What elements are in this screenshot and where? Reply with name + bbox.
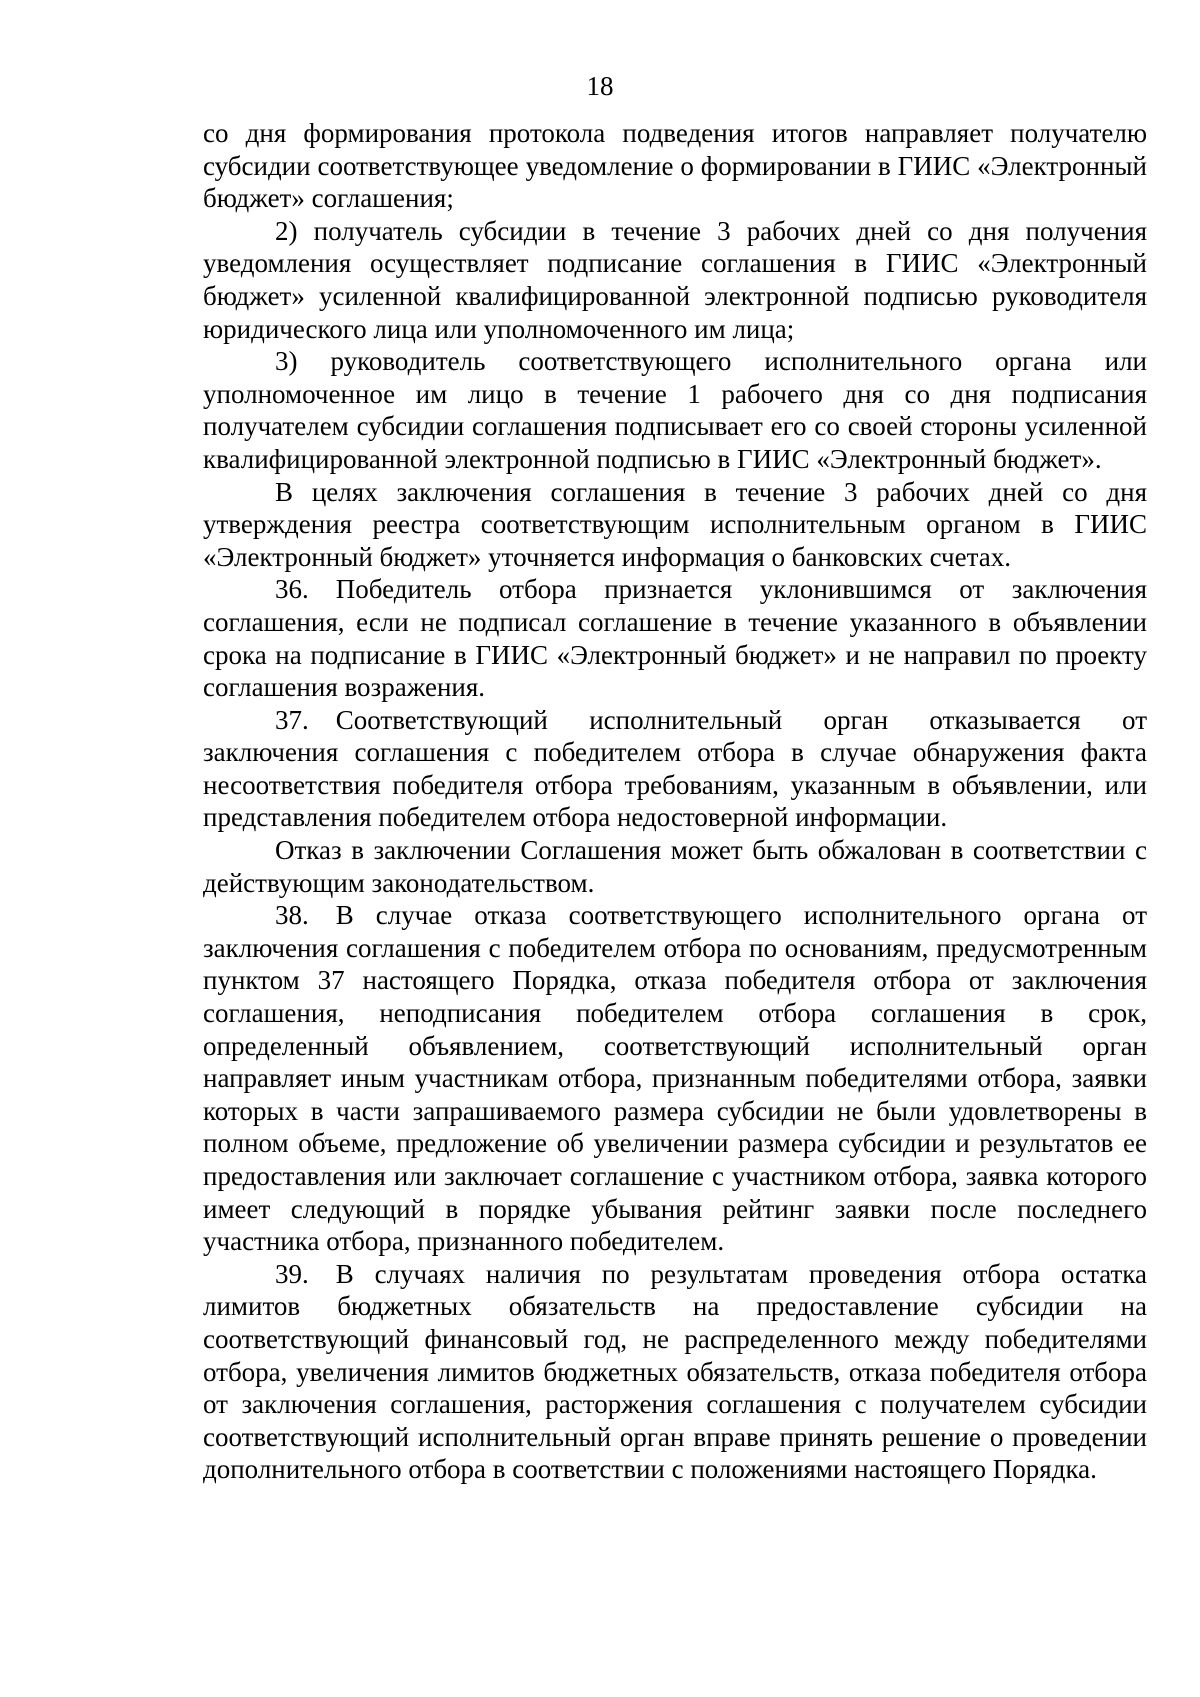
paragraph-clause-36: 36. Победитель отбора признается уклонившимся от заключения соглашения, если не подписал соглашение в течение указанного в объявлении срока на подписание в ГИИС «Электронный бюджет» и не направил по проекту соглашения возражения. <box>203 574 1147 703</box>
paragraph-refusal-appeal: Отказ в заключении Соглашения может быть обжалован в соответствии с действующим законодательством. <box>203 835 1147 898</box>
paragraph-item-3: 3) руководитель соответствующего исполнительного органа или уполномоченное им лицо в течение 1 рабочего дня со дня подписания получателем субсидии соглашения подписывает его со своей стороны усиленной квалифицированной электронной подписью в ГИИС «Электронный бюджет». <box>203 346 1147 474</box>
paragraph-clause-39: 39. В случаях наличия по результатам проведения отбора остатка лимитов бюджетных обязательств на предоставление субсидии на соответствующий финансовый год, не распределенного между победителями отбора, увеличения лимитов бюджетных обязательств, отказа победителя отбора от заключения соглашения, расторжения соглашения с получателем субсидии соответствующий исполнительный орган вправе принять решение о проведении дополнительного отбора в соответствии с положениями настоящего Порядка. <box>203 1258 1147 1485</box>
paragraph-bank-accounts: В целях заключения соглашения в течение 3 рабочих дней со дня утверждения реестра соответствующим исполнительным органом в ГИИС «Электронный бюджет» уточняется информация о банковских счетах. <box>203 476 1147 572</box>
paragraph-continuation: со дня формирования протокола подведения итогов направляет получателю субсидии соответствующее уведомление о формировании в ГИИС «Электронный бюджет» соглашения; <box>203 118 1147 214</box>
paragraph-clause-37: 37. Соответствующий исполнительный орган отказывается от заключения соглашения с победителем отбора в случае обнаружения факта несоответствия победителя отбора требованиям, указанным в объявлении, или представления победителем отбора недостоверной информации. <box>203 704 1147 833</box>
document-body <box>203 117 1147 1486</box>
paragraph-clause-38: 38. В случае отказа соответствующего исполнительного органа от заключения соглашения с победителем отбора по основаниям, предусмотренным пунктом 37 настоящего Порядка, отказа победителя отбора от заключения соглашения, неподписания победителем отбора соглашения в срок, определенный объявлением, соответствующий исполнительный орган направляет иным участникам отбора, признанным победителями отбора, заявки которых в части запрашиваемого размера субсидии не были удовлетворены в полном объеме, предложение об увеличении размера субсидии и результатов ее предоставления или заключает соглашение с участником отбора, заявка которого имеет следующий в порядке убывания рейтинг заявки после последнего участника отбора, признанного победителем. <box>203 900 1147 1257</box>
page-number: 18 <box>586 71 614 101</box>
paragraph-item-2: 2) получатель субсидии в течение 3 рабочих дней со дня получения уведомления осуществляет подписание соглашения в ГИИС «Электронный бюджет» усиленной квалифицированной электронной подписью руководителя юридического лица или уполномоченного им лица; <box>203 215 1147 344</box>
